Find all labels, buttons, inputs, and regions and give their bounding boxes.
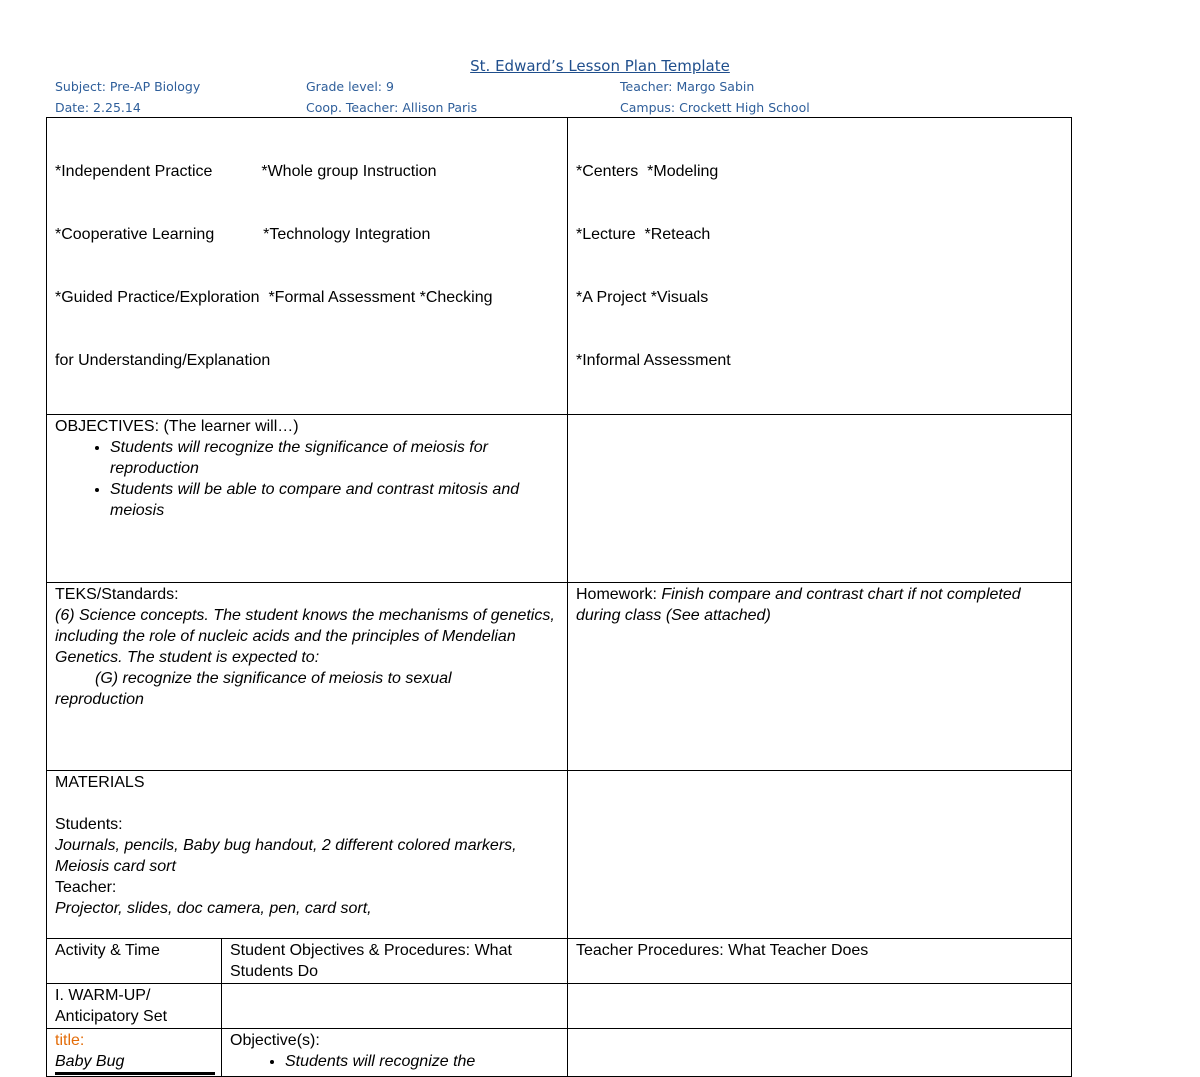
strategies-right-cell [568, 118, 1072, 415]
baby-bug-row [47, 1029, 1072, 1077]
document-title: St. Edward’s Lesson Plan Template [470, 57, 730, 75]
materials-cell [47, 771, 568, 939]
strategy-line: *Informal Assessment [576, 352, 731, 369]
warmup-row [47, 984, 1072, 1029]
materials-heading: MATERIALS [55, 774, 145, 791]
strategies-row [47, 118, 1072, 415]
grade-level-field: Grade level: 9 [306, 79, 394, 94]
baby-bug-objectives [230, 1051, 559, 1072]
warmup-line: Anticipatory Set [55, 1008, 168, 1025]
strategy-line: *Guided Practice/Exploration *Formal Assessment *Checking [55, 289, 493, 306]
materials-students-label: Students: [55, 816, 123, 833]
materials-students-items: Journals, pencils, Baby bug handout, 2 different colored markers, Meiosis card sort [55, 837, 517, 875]
coop-teacher-field: Coop. Teacher: Allison Paris [306, 100, 478, 115]
warmup-student-cell [222, 984, 568, 1029]
teks-sub: (G) recognize the significance of meiosis to sexual [95, 670, 452, 687]
baby-bug-teacher-cell [568, 1029, 1072, 1077]
teks-row [47, 583, 1072, 771]
strategy-line: *Independent Practice *Whole group Instruction [55, 163, 437, 180]
materials-teacher-label: Teacher: [55, 879, 117, 896]
lesson-plan-table [46, 117, 1072, 1077]
teks-heading: TEKS/Standards: [55, 586, 179, 603]
objective-item: • Students will recognize the significance of meiosis for reproduction [110, 437, 559, 479]
subject-field: Subject: Pre-AP Biology [55, 79, 201, 94]
date-field: Date: 2.25.14 [55, 100, 141, 115]
objectives-cell [47, 415, 568, 583]
campus-field: Campus: Crockett High School [620, 100, 810, 115]
student-procedures-header: Student Objectives & Procedures: What Students Do [222, 939, 568, 984]
activity-title-value: Baby Bug [55, 1051, 215, 1075]
activity-title-label: title: [55, 1032, 85, 1049]
strategy-line: for Understanding/Explanation [55, 352, 271, 369]
teacher-field: Teacher: Margo Sabin [620, 79, 755, 94]
baby-bug-cell [47, 1029, 222, 1077]
objective-item: • Students will be able to compare and contrast mitosis and meiosis [110, 479, 559, 521]
teks-body: (6) Science concepts. The student knows the mechanisms of genetics, including the role of nucleic acids and the principles of Mendelian Genetics. The student is expected to: [55, 607, 555, 666]
teks-sub-cont: reproduction [55, 691, 144, 708]
objective-label: Objective(s): [230, 1032, 320, 1049]
strategies-left-cell [47, 118, 568, 415]
strategy-line: *Cooperative Learning *Technology Integration [55, 226, 431, 243]
homework-label: Homework: [576, 586, 662, 603]
procedure-header-row [47, 939, 1072, 984]
objectives-heading: OBJECTIVES: (The learner will…) [55, 418, 299, 435]
strategy-line: *A Project *Visuals [576, 289, 709, 306]
objectives-row [47, 415, 1072, 583]
materials-row [47, 771, 1072, 939]
strategy-line: *Lecture *Reteach [576, 226, 711, 243]
homework-cell [568, 583, 1072, 771]
activity-time-header: Activity & Time [47, 939, 222, 984]
strategy-line: *Centers *Modeling [576, 163, 719, 180]
warmup-line: I. WARM-UP/ [55, 987, 151, 1004]
warmup-cell [47, 984, 222, 1029]
objectives-right-cell [568, 415, 1072, 583]
materials-teacher-items: Projector, slides, doc camera, pen, card sort, [55, 900, 372, 917]
objective-item: • Students will recognize the [285, 1051, 559, 1072]
teks-cell [47, 583, 568, 771]
homework-text: Finish compare and contrast chart if not completed during class (See attached) [576, 586, 1021, 624]
objectives-list [55, 437, 559, 521]
warmup-teacher-cell [568, 984, 1072, 1029]
materials-right-cell [568, 771, 1072, 939]
teacher-procedures-header: Teacher Procedures: What Teacher Does [568, 939, 1072, 984]
baby-bug-student-cell [222, 1029, 568, 1077]
